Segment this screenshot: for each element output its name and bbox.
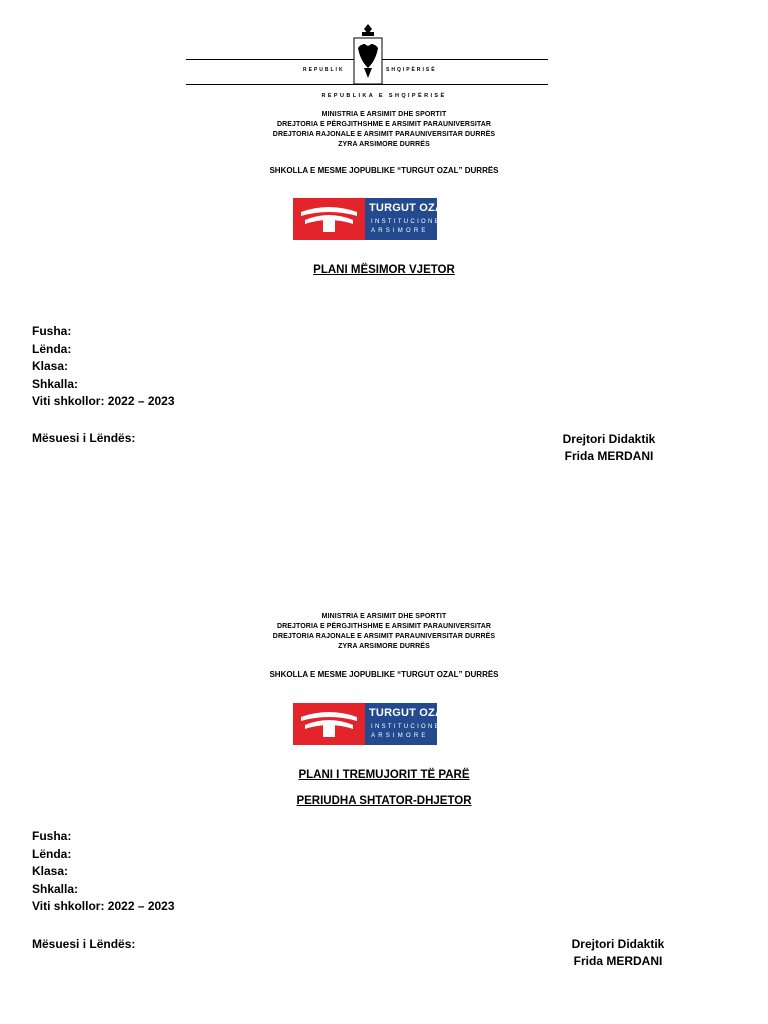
logo-brand: TURGUT OZAL [369, 707, 451, 719]
header-block-2 [0, 612, 768, 652]
logo-subtitle-2: ARSIMORE [371, 228, 429, 234]
logo-subtitle-2: ARSIMORE [371, 733, 429, 739]
logo-red-panel [293, 198, 365, 240]
signature-block-2 [548, 936, 688, 970]
field-lenda: Lënda: [32, 846, 72, 861]
logo-red-panel [293, 703, 365, 745]
logo-subtitle-1: INSTITUCIONET [371, 219, 447, 225]
signature-block-1 [539, 431, 679, 465]
school-logo-2 [293, 703, 451, 745]
signature-name: Frida MERDANI [564, 449, 654, 463]
education-office-line: ZYRA ARSIMORE DURRËS [338, 141, 430, 148]
regional-directorate-line: DREJTORIA RAJONALE E ARSIMIT PARAUNIVERSITAR DURRËS [272, 633, 496, 640]
signature-role: Drejtori Didaktik [571, 937, 665, 951]
bridge-icon [293, 703, 365, 745]
ministry-line: MINISTRIA E ARSIMIT DHE SPORTIT [321, 111, 447, 118]
field-klasa: Klasa: [32, 864, 69, 878]
page2-title: PLANI I TREMUJORIT TË PARË [298, 769, 470, 781]
logo-subtitle-1: INSTITUCIONET [371, 724, 447, 730]
logo-brand: TURGUT OZAL [369, 202, 451, 214]
teacher-label-1: Mësuesi i Lëndës: [32, 431, 136, 445]
field-shkalla: Shkalla: [32, 881, 79, 896]
regional-directorate-line: DREJTORIA RAJONALE E ARSIMIT PARAUNIVERSITAR DURRËS [272, 131, 496, 138]
emblem-line-right-text: SHQIPËRISË [386, 67, 437, 73]
teacher-label-2: Mësuesi i Lëndës: [32, 937, 136, 951]
albanian-coat-of-arms-icon [350, 22, 386, 88]
field-klasa: Klasa: [32, 359, 69, 373]
emblem-header [0, 0, 768, 105]
directorate-general-line: DREJTORIA E PËRGJITHSHME E ARSIMIT PARAUNIVERSITAR [276, 623, 492, 630]
fields-block-2 [32, 828, 175, 916]
directorate-general-line: DREJTORIA E PËRGJITHSHME E ARSIMIT PARAUNIVERSITAR [276, 121, 492, 128]
field-fusha: Fusha: [32, 829, 72, 843]
field-viti: Viti shkollor: 2022 – 2023 [32, 394, 175, 408]
page2-period: PERIUDHA SHTATOR-DHJETOR [296, 795, 472, 807]
page1-title: PLANI MËSIMOR VJETOR [313, 264, 455, 276]
signature-name: Frida MERDANI [573, 954, 663, 968]
ministry-line: MINISTRIA E ARSIMIT DHE SPORTIT [321, 613, 447, 620]
fields-block-1 [32, 323, 175, 411]
school-name-2: SHKOLLA E MESME JOPUBLIKE “TURGUT OZAL” DURRËS [269, 670, 499, 679]
field-shkalla: Shkalla: [32, 376, 79, 391]
education-office-line: ZYRA ARSIMORE DURRËS [338, 643, 430, 650]
emblem-caption: REPUBLIKA E SHQIPËRISË [321, 93, 447, 99]
header-block-1 [0, 110, 768, 150]
school-logo-1 [293, 198, 451, 240]
field-fusha: Fusha: [32, 324, 72, 338]
signature-role: Drejtori Didaktik [562, 432, 656, 446]
bridge-icon [293, 198, 365, 240]
field-lenda: Lënda: [32, 341, 72, 356]
school-name-1: SHKOLLA E MESME JOPUBLIKE “TURGUT OZAL” DURRËS [269, 166, 499, 175]
field-viti: Viti shkollor: 2022 – 2023 [32, 899, 175, 913]
emblem-line-left-text: REPUBLIK [303, 67, 345, 73]
